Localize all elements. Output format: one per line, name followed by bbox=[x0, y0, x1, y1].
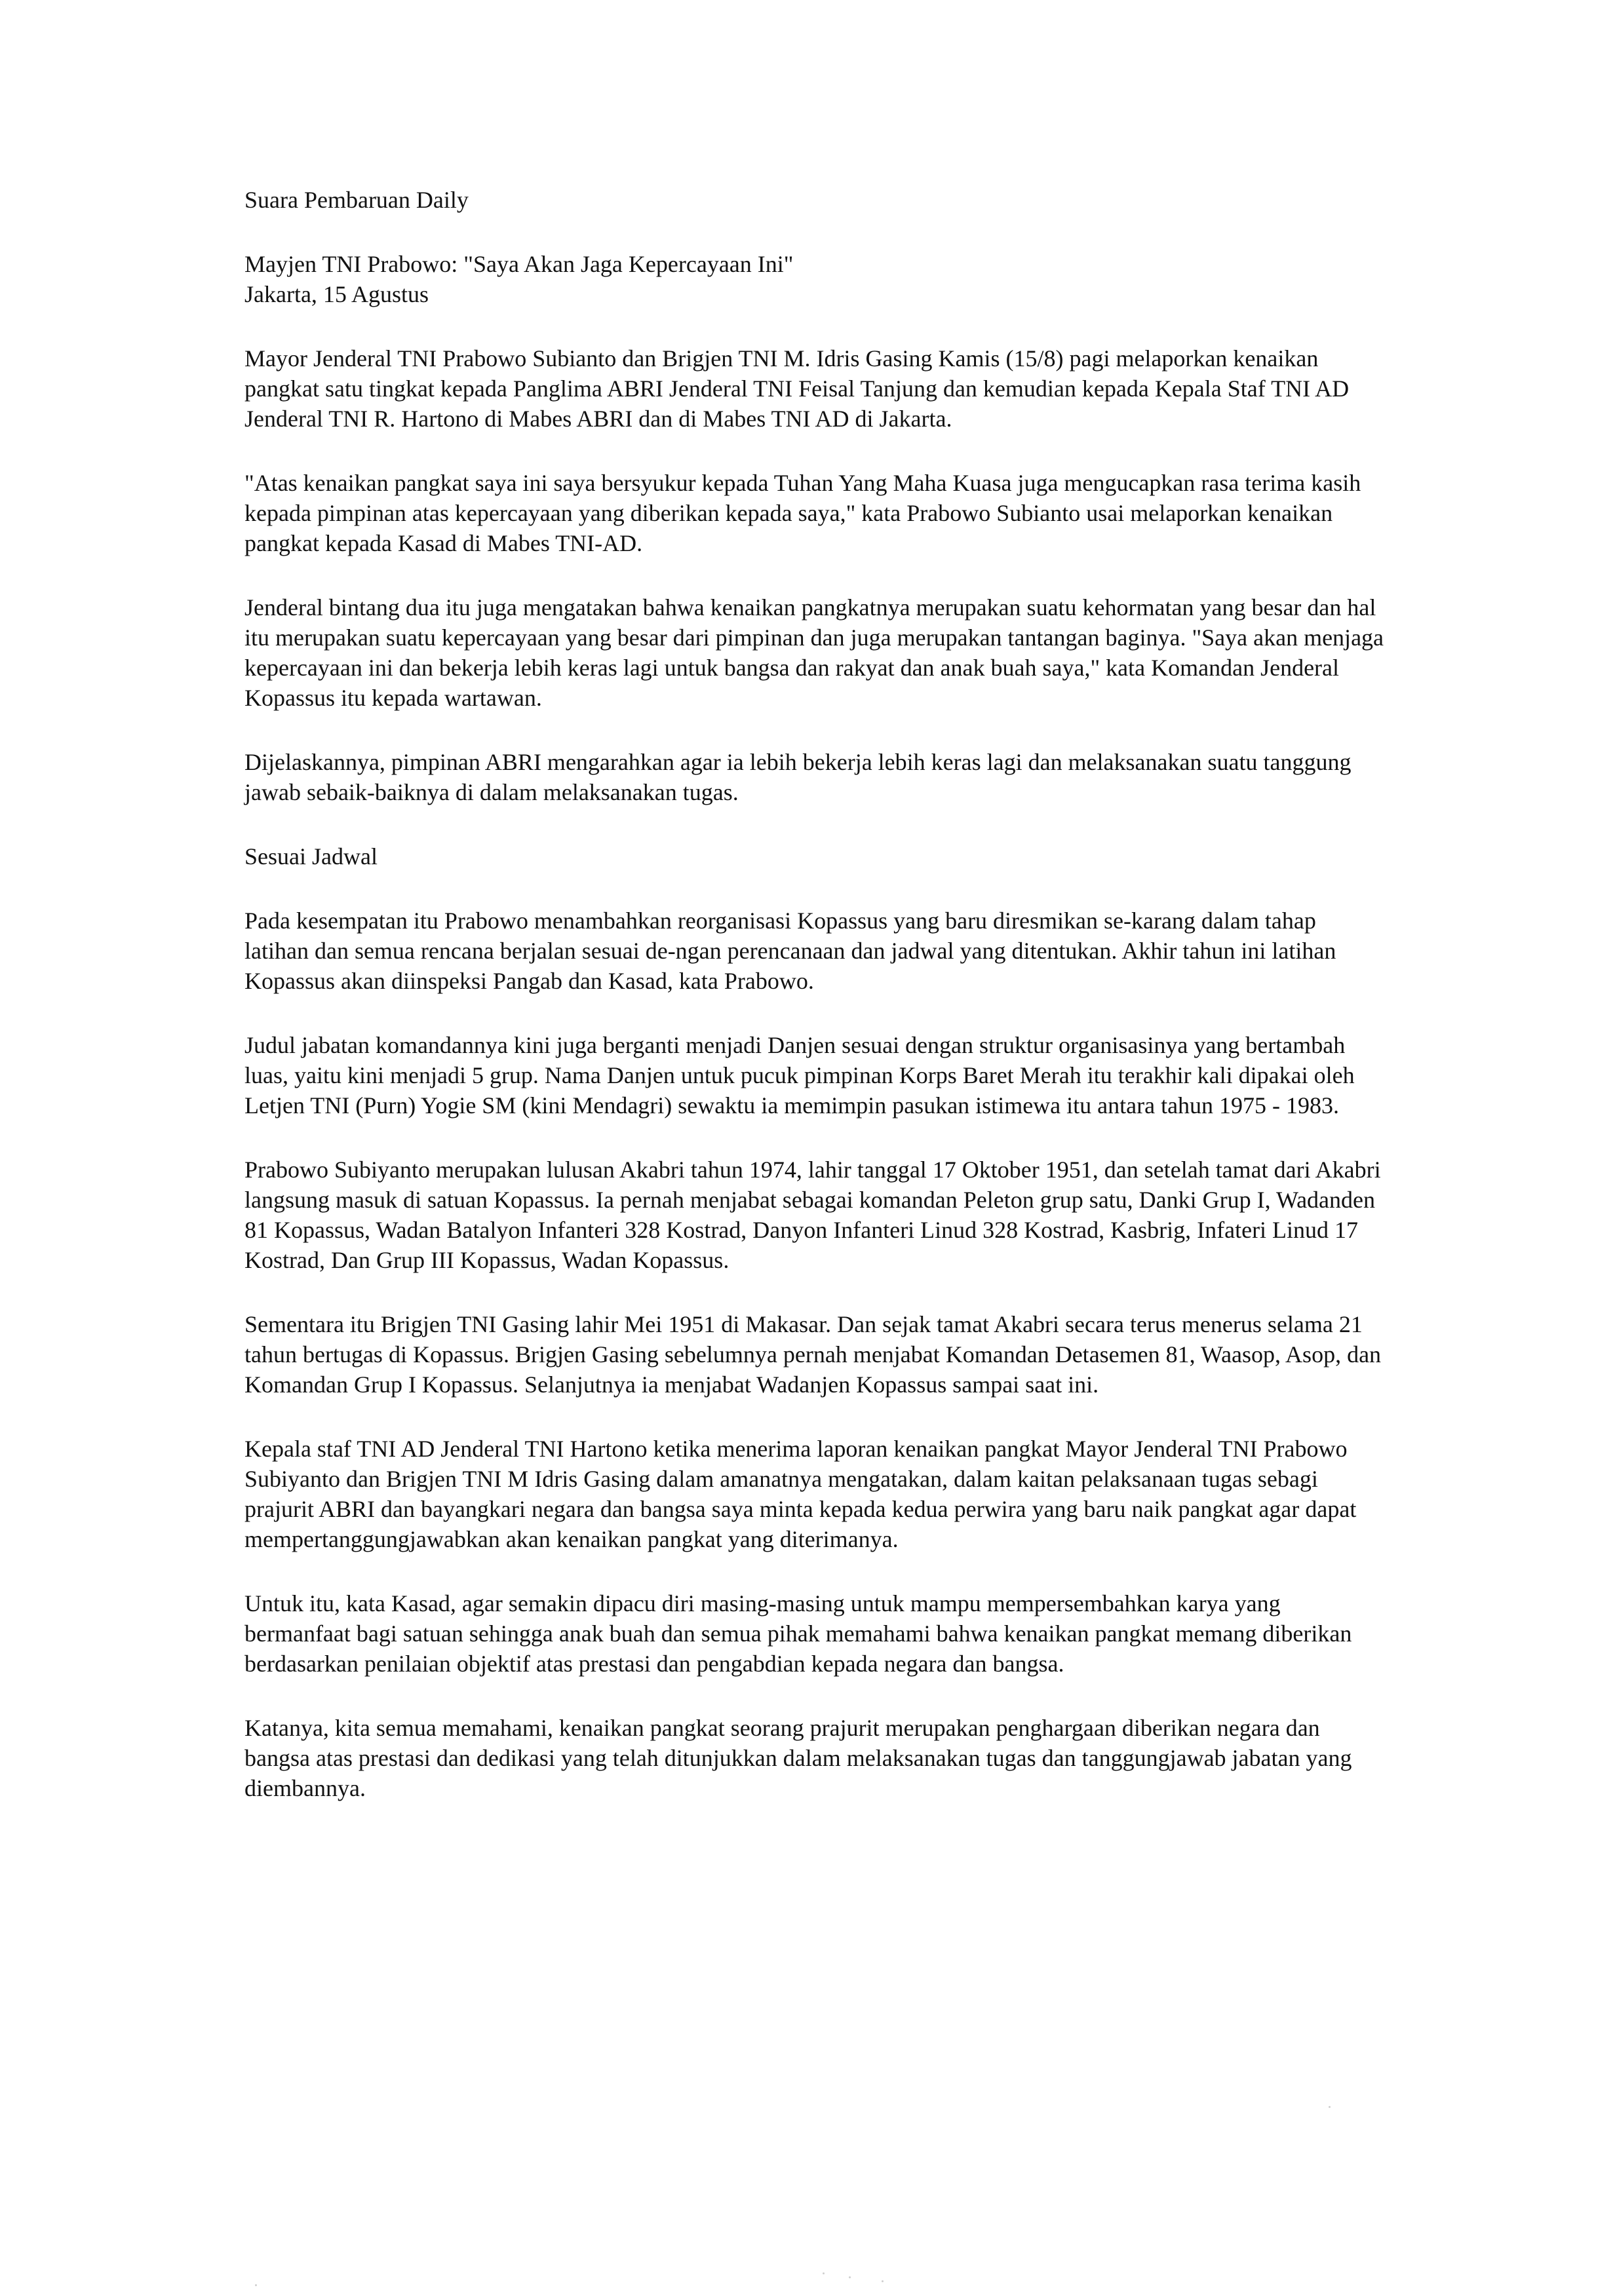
paragraph: Kepala staf TNI AD Jenderal TNI Hartono ketika menerima laporan kenaikan pangkat Mayor Jenderal TNI Prabowo Subiyanto dan Brigjen TNI M Idris Gasing dalam amanatnya mengatakan, dalam kaitan pelaksanaan tugas sebagi prajurit ABRI dan bayangkari negara dan bangsa saya minta kepada kedua perwira yang baru naik pangkat agar dapat mempertanggungjawabkan akan kenaikan pangkat yang diterimanya. bbox=[244, 1436, 1357, 1552]
paragraph: Judul jabatan komandannya kini juga berganti menjadi Danjen sesuai dengan struktur organisasinya yang bertambah luas, yaitu kini menjadi 5 grup. Nama Danjen untuk pucuk pimpinan Korps Baret Merah itu terakhir kali dipakai oleh Letjen TNI (Purn) Yogie SM (kini Mendagri) sewaktu ia memimpin pasukan istimewa itu antara tahun 1975 - 1983. bbox=[244, 1032, 1355, 1119]
paragraph: "Atas kenaikan pangkat saya ini saya bersyukur kepada Tuhan Yang Maha Kuasa juga mengucapkan rasa terima kasih kepada pimpinan atas kepercayaan yang diberikan kepada saya," kata Prabowo Subianto usai melaporkan kenaikan pangkat kepada Kasad di Mabes TNI-AD. bbox=[244, 470, 1361, 556]
paragraph: Sementara itu Brigjen TNI Gasing lahir Mei 1951 di Makasar. Dan sejak tamat Akabri secara terus menerus selama 21 tahun bertugas di Kopassus. Brigjen Gasing sebelumnya pernah menjabat Komandan Detasemen 81, Waasop, Asop, dan Komandan Grup I Kopassus. Selanjutnya ia menjabat Wadanjen Kopassus sampai saat ini. bbox=[244, 1311, 1382, 1398]
paragraph: Jenderal bintang dua itu juga mengatakan bahwa kenaikan pangkatnya merupakan suatu kehormatan yang besar dan hal itu merupakan suatu kepercayaan yang besar dari pimpinan dan juga merupakan tantangan baginya. "Saya akan menjaga kepercayaan ini dan bekerja lebih keras lagi untuk bangsa dan rakyat dan anak buah saya," kata Komandan Jenderal Kopassus itu kepada wartawan. bbox=[244, 594, 1384, 711]
scan-speck bbox=[823, 2272, 825, 2274]
scan-speck bbox=[255, 2284, 257, 2286]
paragraph: Katanya, kita semua memahami, kenaikan pangkat seorang prajurit merupakan penghargaan diberikan negara dan bangsa atas prestasi dan dedikasi yang telah ditunjukkan dalam melaksanakan tugas dan tanggungjawab jabatan yang diembannya. bbox=[244, 1715, 1352, 1801]
dateline: Jakarta, 15 Agustus bbox=[244, 281, 429, 307]
headline-group bbox=[244, 249, 1385, 309]
article-header bbox=[244, 185, 1385, 309]
paragraph: Untuk itu, kata Kasad, agar semakin dipacu diri masing-masing untuk mampu mempersembahkan karya yang bermanfaat bagi satuan sehingga anak buah dan semua pihak memahami bahwa kenaikan pangkat memang diberikan berdasarkan penilaian objektif atas prestasi dan pengabdian kepada negara dan bangsa. bbox=[244, 1590, 1352, 1677]
article-body bbox=[244, 185, 1385, 1837]
scan-speck bbox=[849, 2276, 851, 2278]
scan-speck bbox=[882, 2280, 884, 2282]
paragraph: Pada kesempatan itu Prabowo menambahkan reorganisasi Kopassus yang baru diresmikan se-karang dalam tahap latihan dan semua rencana berjalan sesuai de-ngan perencanaan dan jadwal yang ditentukan. Akhir tahun ini latihan Kopassus akan diinspeksi Pangab dan Kasad, kata Prabowo. bbox=[244, 908, 1336, 994]
headline: Mayjen TNI Prabowo: "Saya Akan Jaga Kepercayaan Ini" bbox=[244, 251, 794, 277]
paragraph: Prabowo Subiyanto merupakan lulusan Akabri tahun 1974, lahir tanggal 17 Oktober 1951, dan setelah tamat dari Akabri langsung masuk di satuan Kopassus. Ia pernah menjabat sebagai komandan Peleton grup satu, Danki Grup I, Wadanden 81 Kopassus, Wadan Batalyon Infanteri 328 Kostrad, Danyon Infanteri Linud 328 Kostrad, Kasbrig, Infateri Linud 17 Kostrad, Dan Grup III Kopassus, Wadan Kopassus. bbox=[244, 1157, 1381, 1273]
publication-name: Suara Pembaruan Daily bbox=[244, 187, 469, 213]
scan-speck bbox=[1329, 2106, 1331, 2108]
paragraph: Mayor Jenderal TNI Prabowo Subianto dan Brigjen TNI M. Idris Gasing Kamis (15/8) pagi melaporkan kenaikan pangkat satu tingkat kepada Panglima ABRI Jenderal TNI Feisal Tanjung dan kemudian kepada Kepala Staf TNI AD Jenderal TNI R. Hartono di Mabes ABRI dan di Mabes TNI AD di Jakarta. bbox=[244, 345, 1350, 432]
section-subheading: Sesuai Jadwal bbox=[244, 843, 378, 870]
paragraph: Dijelaskannya, pimpinan ABRI mengarahkan agar ia lebih bekerja lebih keras lagi dan melaksanakan suatu tanggung jawab sebaik-baiknya di dalam melaksanakan tugas. bbox=[244, 749, 1352, 805]
